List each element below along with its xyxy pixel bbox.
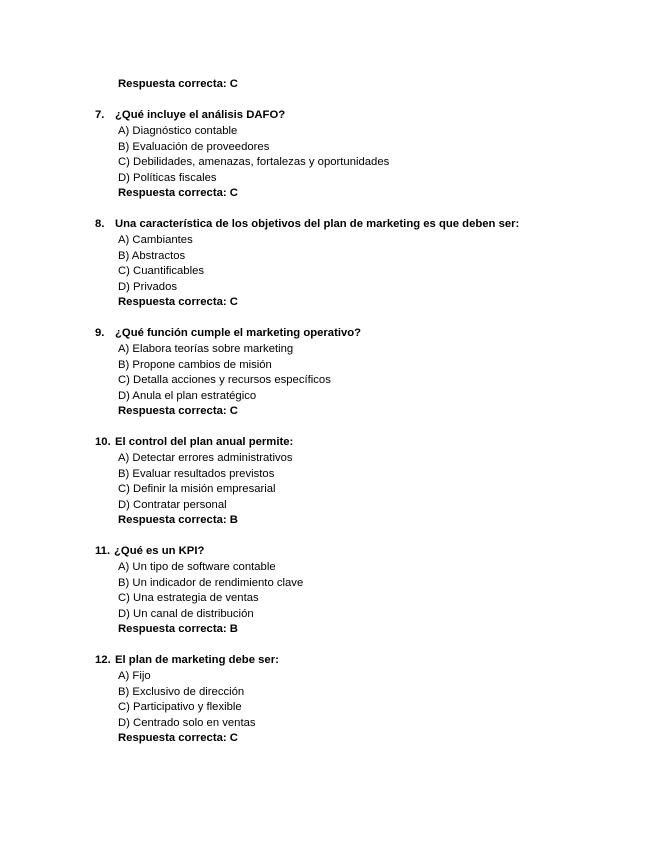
option-d: D) Contratar personal [118,499,227,511]
correct-answer: Respuesta correcta: C [118,296,238,308]
option-c: C) Detalla acciones y recursos específicos [118,374,331,386]
question-number: 11. [95,545,111,557]
option-a: A) Detectar errores administrativos [118,452,293,464]
option-a: A) Un tipo de software contable [118,561,276,573]
option-c: C) Definir la misión empresarial [118,483,276,495]
question-number: 9. [95,327,105,339]
option-b: B) Propone cambios de misión [118,359,272,371]
question-number: 10. [95,436,111,448]
option-c: C) Cuantificables [118,265,205,277]
option-b: B) Evaluar resultados previstos [118,468,275,480]
question-text: El control del plan anual permite: [115,436,294,448]
option-c: C) Participativo y flexible [118,701,242,713]
option-b: B) Un indicador de rendimiento clave [118,577,304,589]
option-c: C) Debilidades, amenazas, fortalezas y oportunidades [118,156,390,168]
question-text: Una característica de los objetivos del plan de marketing es que deben ser: [115,218,520,230]
answer-previous: Respuesta correcta: C [118,78,238,90]
option-a: A) Fijo [118,670,151,682]
question-number: 7. [95,109,105,121]
correct-answer: Respuesta correcta: C [118,732,238,744]
option-a: A) Diagnóstico contable [118,125,238,137]
option-a: A) Cambiantes [118,234,193,246]
option-d: D) Políticas fiscales [118,172,217,184]
question-number: 8. [95,218,105,230]
option-c: C) Una estrategia de ventas [118,592,259,604]
correct-answer: Respuesta correcta: B [118,514,238,526]
option-b: B) Evaluación de proveedores [118,141,270,153]
question-text: ¿Qué incluye el análisis DAFO? [115,109,286,121]
option-d: D) Privados [118,281,178,293]
question-number: 12. [95,654,111,666]
option-d: D) Un canal de distribución [118,608,254,620]
correct-answer: Respuesta correcta: C [118,187,238,199]
question-text: ¿Qué es un KPI? [114,545,205,557]
option-b: B) Exclusivo de dirección [118,686,245,698]
option-a: A) Elabora teorías sobre marketing [118,343,294,355]
correct-answer: Respuesta correcta: C [118,405,238,417]
question-text: El plan de marketing debe ser: [115,654,279,666]
question-text: ¿Qué función cumple el marketing operativo? [115,327,362,339]
correct-answer: Respuesta correcta: B [118,623,238,635]
option-b: B) Abstractos [118,250,186,262]
option-d: D) Anula el plan estratégico [118,390,257,402]
option-d: D) Centrado solo en ventas [118,717,256,729]
